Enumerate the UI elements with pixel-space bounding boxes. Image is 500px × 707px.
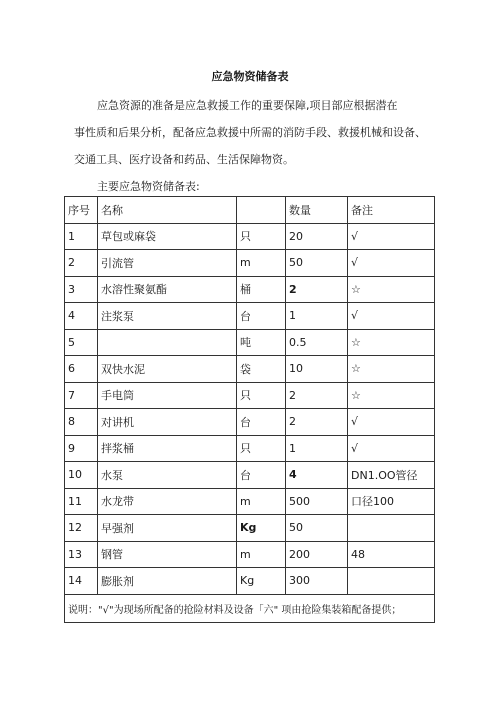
table-row	[65, 356, 435, 383]
table-row	[65, 276, 435, 303]
cell-name: 水溶性聚氨酯	[98, 276, 237, 303]
cell-qty: 20	[286, 223, 348, 250]
cell-qty: 50	[286, 250, 348, 277]
cell-no: 3	[65, 276, 98, 303]
cell-remark: 48	[348, 541, 435, 568]
cell-qty: 1	[286, 303, 348, 330]
cell-qty: 2	[286, 276, 348, 303]
cell-qty: 500	[286, 488, 348, 515]
cell-unit: 台	[237, 303, 286, 330]
intro-line-2: 事性质和后果分析，配备应急救援中所需的消防手段、救援机械和设备、	[74, 126, 426, 139]
cell-unit: 桶	[237, 276, 286, 303]
cell-name: 引流管	[98, 250, 237, 277]
cell-no: 5	[65, 329, 98, 356]
cell-unit: 只	[237, 382, 286, 409]
cell-unit: Kg	[237, 568, 286, 595]
table-caption: 主要应急物资储备表:	[97, 180, 200, 193]
intro-line-1: 应急资源的准备是应急救援工作的重要保障,项目部应根据潜在	[97, 99, 398, 112]
cell-unit: m	[237, 250, 286, 277]
cell-qty: 2	[286, 382, 348, 409]
cell-unit: m	[237, 541, 286, 568]
cell-name: 拌浆桶	[98, 435, 237, 462]
table-row	[65, 303, 435, 330]
header-qty: 数量	[286, 197, 348, 224]
cell-no: 14	[65, 568, 98, 595]
cell-no: 2	[65, 250, 98, 277]
table-row	[65, 462, 435, 489]
table-note: 说明："√"为现场所配备的抢险材料及设备「六" 项由抢险集装箱配备提供；	[65, 594, 435, 622]
cell-qty: 300	[286, 568, 348, 595]
cell-name: 水泵	[98, 462, 237, 489]
table-note-row	[65, 594, 435, 622]
cell-remark: √	[348, 409, 435, 436]
cell-no: 9	[65, 435, 98, 462]
cell-remark: DN1.OO管径	[348, 462, 435, 489]
cell-remark: √	[348, 303, 435, 330]
cell-qty: 10	[286, 356, 348, 383]
cell-no: 11	[65, 488, 98, 515]
cell-name: 草包或麻袋	[98, 223, 237, 250]
cell-remark: √	[348, 223, 435, 250]
cell-unit: m	[237, 488, 286, 515]
document-title: 应急物资储备表	[211, 70, 289, 83]
cell-remark: 口径100	[348, 488, 435, 515]
table-row	[65, 541, 435, 568]
cell-no: 6	[65, 356, 98, 383]
cell-no: 7	[65, 382, 98, 409]
table-row	[65, 515, 435, 542]
table-row	[65, 250, 435, 277]
cell-name: 膨胀剂	[98, 568, 237, 595]
cell-name	[98, 329, 237, 356]
cell-no: 10	[65, 462, 98, 489]
cell-no: 4	[65, 303, 98, 330]
table-row	[65, 409, 435, 436]
cell-name: 钢管	[98, 541, 237, 568]
cell-remark: ☆	[348, 276, 435, 303]
header-remark: 备注	[348, 197, 435, 224]
cell-no: 13	[65, 541, 98, 568]
header-name: 名称	[98, 197, 237, 224]
table-row	[65, 223, 435, 250]
cell-name: 早强剂	[98, 515, 237, 542]
header-unit	[237, 197, 286, 224]
table-header-row	[65, 197, 435, 224]
table-row	[65, 568, 435, 595]
cell-remark: √	[348, 250, 435, 277]
cell-qty: 4	[286, 462, 348, 489]
cell-no: 8	[65, 409, 98, 436]
cell-remark	[348, 568, 435, 595]
cell-unit: Kg	[237, 515, 286, 542]
cell-remark: ☆	[348, 356, 435, 383]
table-row	[65, 382, 435, 409]
cell-name: 注浆泵	[98, 303, 237, 330]
cell-qty: 1	[286, 435, 348, 462]
table-row	[65, 435, 435, 462]
cell-no: 12	[65, 515, 98, 542]
table-row	[65, 488, 435, 515]
cell-unit: 台	[237, 409, 286, 436]
cell-remark: √	[348, 435, 435, 462]
cell-unit: 只	[237, 223, 286, 250]
cell-name: 水龙带	[98, 488, 237, 515]
intro-line-3: 交通工具、医疗设备和药品、生活保障物资。	[74, 153, 294, 166]
cell-no: 1	[65, 223, 98, 250]
cell-unit: 台	[237, 462, 286, 489]
cell-qty: 0.5	[286, 329, 348, 356]
emergency-materials-table	[64, 196, 435, 623]
cell-qty: 200	[286, 541, 348, 568]
cell-remark: ☆	[348, 329, 435, 356]
cell-qty: 2	[286, 409, 348, 436]
header-no: 序号	[65, 197, 98, 224]
cell-unit: 袋	[237, 356, 286, 383]
cell-name: 手电筒	[98, 382, 237, 409]
cell-remark	[348, 515, 435, 542]
cell-name: 双快水泥	[98, 356, 237, 383]
table-row	[65, 329, 435, 356]
cell-unit: 只	[237, 435, 286, 462]
materials-table-container	[64, 196, 434, 623]
cell-remark: ☆	[348, 382, 435, 409]
cell-qty: 50	[286, 515, 348, 542]
cell-unit: 吨	[237, 329, 286, 356]
cell-name: 对讲机	[98, 409, 237, 436]
